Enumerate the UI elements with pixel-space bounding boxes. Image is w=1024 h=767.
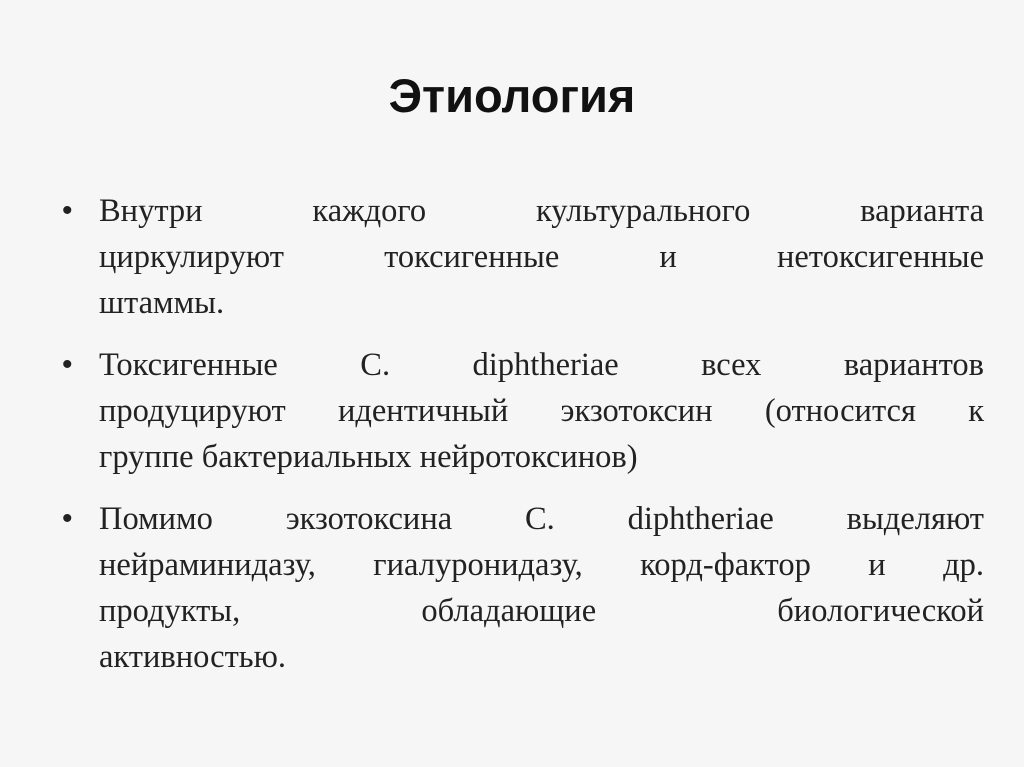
bullet-item-1 (62, 188, 984, 326)
bullet-line: Помимо экзотоксина C. diphtheriae выделяют (99, 501, 984, 537)
bullet-line: Внутри каждого культурального варианта (99, 193, 984, 229)
bullet-line: активностью. (99, 639, 287, 675)
bullet-list (62, 188, 984, 696)
bullet-marker: • (62, 194, 73, 227)
bullet-line: продуцируют идентичный экзотоксин (относится к (99, 393, 984, 429)
bullet-marker: • (62, 502, 73, 535)
bullet-item-2 (62, 342, 984, 480)
slide-title: Этиология (388, 69, 636, 122)
bullet-line: нейраминидазу, гиалуронидазу, корд-фактор и др. (99, 547, 984, 583)
bullet-line: циркулируют токсигенные и нетоксигенные (99, 239, 984, 275)
bullet-marker: • (62, 348, 73, 381)
bullet-item-3 (62, 496, 984, 680)
bullet-line: Токсигенные C. diphtheriae всех вариантов (99, 347, 984, 383)
bullet-line: группе бактериальных нейротоксинов) (99, 439, 638, 475)
bullet-line: продукты, обладающие биологической (99, 593, 984, 629)
bullet-line: штаммы. (99, 285, 225, 321)
